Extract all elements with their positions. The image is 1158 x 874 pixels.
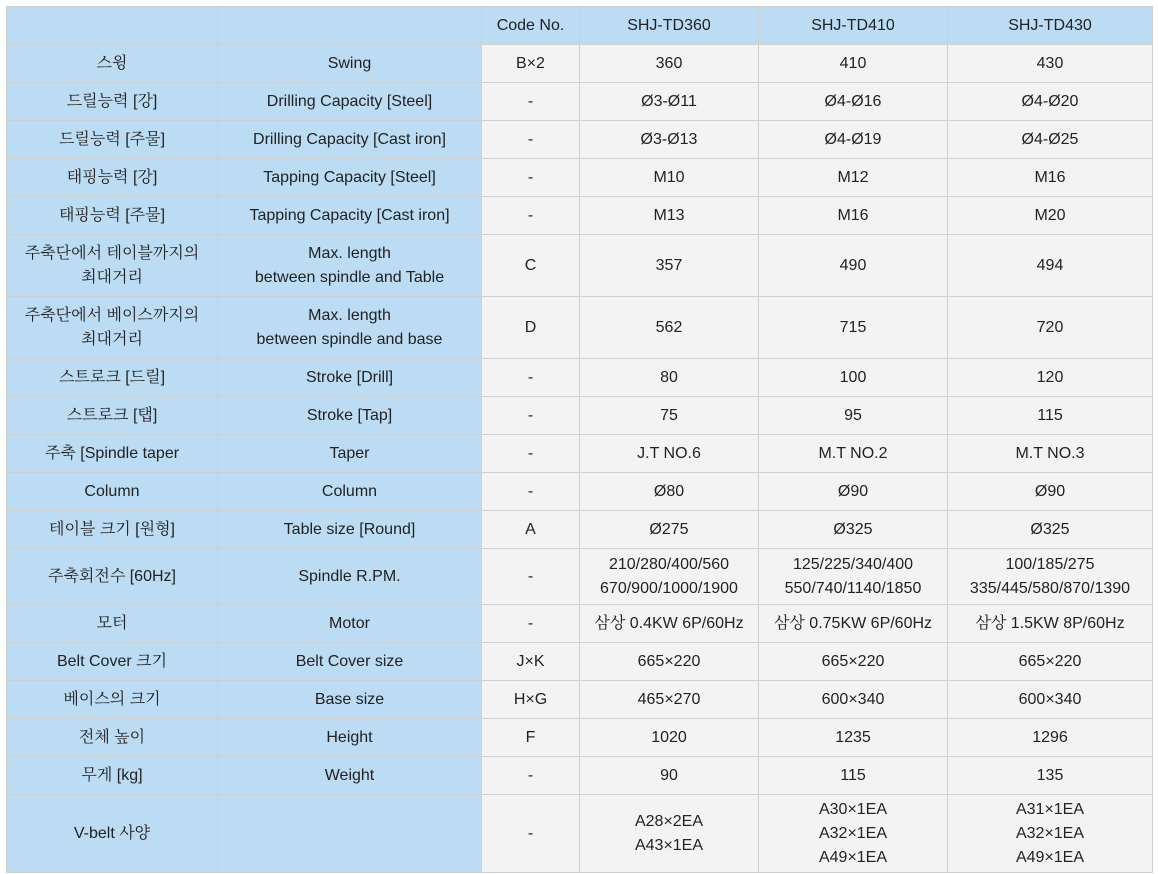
label-english <box>218 235 482 297</box>
value-model-3-line: A32×1EA <box>1015 824 1085 842</box>
code-no-cell: - <box>482 197 580 235</box>
value-model-1-line: Ø275 <box>649 520 689 538</box>
value-model-3-line: 1296 <box>1032 728 1068 746</box>
value-model-2-line: 1235 <box>835 728 871 746</box>
value-model-2 <box>759 643 948 681</box>
label-english <box>218 121 482 159</box>
value-model-1-line: 75 <box>660 406 678 424</box>
value-model-3 <box>948 45 1153 83</box>
label-korean <box>7 473 218 511</box>
header-blank-en <box>218 7 482 45</box>
label-korean <box>7 719 218 757</box>
value-model-3 <box>948 297 1153 359</box>
value-model-3 <box>948 235 1153 297</box>
code-no-cell: - <box>482 121 580 159</box>
label-korean-line: 주축회전수 [60Hz] <box>48 567 176 585</box>
label-korean <box>7 297 218 359</box>
label-korean-line: 스트로크 [탭] <box>66 406 158 424</box>
value-model-1-line: 665×220 <box>637 652 701 670</box>
label-english <box>218 719 482 757</box>
value-model-2 <box>759 795 948 873</box>
value-model-2 <box>759 681 948 719</box>
value-model-1-line: Ø3-Ø13 <box>640 130 698 148</box>
label-english-line: Height <box>326 728 373 746</box>
value-model-2 <box>759 757 948 795</box>
label-english-line: Stroke [Tap] <box>306 406 393 424</box>
table-row <box>7 511 1153 549</box>
value-model-2-line: 100 <box>839 368 867 386</box>
value-model-3-line: M16 <box>1034 168 1066 186</box>
label-korean-line: 베이스의 크기 <box>63 690 161 708</box>
value-model-2-line: A30×1EA <box>818 800 888 818</box>
value-model-3-line: M.T NO.3 <box>1015 444 1085 462</box>
label-english <box>218 681 482 719</box>
value-model-1 <box>580 605 759 643</box>
label-korean-line: 모터 <box>96 614 128 632</box>
value-model-3-line: 430 <box>1036 54 1064 72</box>
label-english-line: Drilling Capacity [Steel] <box>266 92 433 110</box>
code-no-cell: - <box>482 795 580 873</box>
label-korean <box>7 45 218 83</box>
code-no-cell: - <box>482 359 580 397</box>
value-model-3-line: 삼상 1.5KW 8P/60Hz <box>975 614 1125 632</box>
label-korean <box>7 197 218 235</box>
table-row <box>7 795 1153 873</box>
label-korean-line: 주축단에서 베이스까지의 <box>24 306 200 324</box>
label-english <box>218 83 482 121</box>
value-model-3-line: 494 <box>1036 256 1064 274</box>
value-model-2-line: 550/740/1140/1850 <box>784 579 922 597</box>
value-model-1 <box>580 757 759 795</box>
label-english <box>218 605 482 643</box>
spec-table <box>6 6 1153 873</box>
value-model-1 <box>580 45 759 83</box>
table-row <box>7 605 1153 643</box>
value-model-2-line: A32×1EA <box>818 824 888 842</box>
label-english-line: Base size <box>314 690 385 708</box>
value-model-1 <box>580 397 759 435</box>
table-row <box>7 719 1153 757</box>
value-model-3 <box>948 795 1153 873</box>
label-english <box>218 511 482 549</box>
value-model-1-line: 1020 <box>651 728 687 746</box>
value-model-1 <box>580 435 759 473</box>
code-no-cell: B×2 <box>482 45 580 83</box>
value-model-2 <box>759 605 948 643</box>
value-model-3 <box>948 681 1153 719</box>
label-english-line: Belt Cover size <box>295 652 404 670</box>
label-english-line: Table size [Round] <box>283 520 416 538</box>
label-english <box>218 473 482 511</box>
value-model-3 <box>948 511 1153 549</box>
value-model-3-line: Ø4-Ø20 <box>1021 92 1079 110</box>
value-model-1-line: M10 <box>653 168 685 186</box>
value-model-3 <box>948 549 1153 605</box>
header-blank-kr <box>7 7 218 45</box>
value-model-2 <box>759 359 948 397</box>
table-row <box>7 757 1153 795</box>
value-model-2 <box>759 83 948 121</box>
label-korean <box>7 159 218 197</box>
label-korean <box>7 511 218 549</box>
value-model-1 <box>580 795 759 873</box>
code-no-cell: C <box>482 235 580 297</box>
header-row <box>7 7 1153 45</box>
label-korean <box>7 359 218 397</box>
value-model-2-line: 125/225/340/400 <box>792 555 914 573</box>
value-model-1 <box>580 473 759 511</box>
value-model-3 <box>948 121 1153 159</box>
label-korean-line: V-belt 사양 <box>73 824 151 842</box>
value-model-1 <box>580 159 759 197</box>
value-model-3-line: Ø4-Ø25 <box>1021 130 1079 148</box>
label-english-line: Stroke [Drill] <box>305 368 394 386</box>
value-model-3 <box>948 643 1153 681</box>
code-no-cell: H×G <box>482 681 580 719</box>
value-model-3-line: Ø325 <box>1030 520 1070 538</box>
value-model-3-line: Ø90 <box>1034 482 1066 500</box>
code-no-cell: A <box>482 511 580 549</box>
label-korean <box>7 83 218 121</box>
label-korean <box>7 235 218 297</box>
value-model-3 <box>948 83 1153 121</box>
value-model-1 <box>580 549 759 605</box>
value-model-2-line: 490 <box>839 256 867 274</box>
label-korean <box>7 757 218 795</box>
code-no-cell: - <box>482 397 580 435</box>
value-model-1 <box>580 681 759 719</box>
value-model-2-line: 410 <box>839 54 867 72</box>
code-no-cell: - <box>482 473 580 511</box>
value-model-3-line: A49×1EA <box>1015 848 1085 866</box>
table-row <box>7 297 1153 359</box>
label-english <box>218 795 482 873</box>
value-model-3-line: 600×340 <box>1018 690 1082 708</box>
table-row <box>7 643 1153 681</box>
label-english <box>218 549 482 605</box>
label-korean <box>7 549 218 605</box>
value-model-3-line: 135 <box>1036 766 1064 784</box>
value-model-2-line: M.T NO.2 <box>818 444 888 462</box>
table-row <box>7 235 1153 297</box>
value-model-1 <box>580 643 759 681</box>
value-model-2-line: 715 <box>839 318 867 336</box>
label-english-line: Tapping Capacity [Cast iron] <box>249 206 450 224</box>
value-model-2 <box>759 473 948 511</box>
label-english-line: Tapping Capacity [Steel] <box>263 168 436 186</box>
value-model-2-line: M16 <box>837 206 869 224</box>
value-model-3-line: M20 <box>1034 206 1066 224</box>
table-row <box>7 397 1153 435</box>
label-korean-line: 스트로크 [드릴] <box>58 368 166 386</box>
value-model-2 <box>759 159 948 197</box>
label-korean-line: 주축단에서 테이블까지의 <box>24 244 200 262</box>
value-model-1 <box>580 83 759 121</box>
value-model-2-line: 600×340 <box>821 690 885 708</box>
value-model-1-line: A28×2EA <box>634 812 704 830</box>
label-korean-line: 드릴능력 [주물] <box>58 130 166 148</box>
label-english-line: Taper <box>329 444 370 462</box>
label-english <box>218 159 482 197</box>
value-model-3-line: 720 <box>1036 318 1064 336</box>
label-korean <box>7 397 218 435</box>
value-model-1-line: 80 <box>660 368 678 386</box>
header-model-2: SHJ-TD410 <box>759 7 948 45</box>
code-no-cell: - <box>482 549 580 605</box>
value-model-1 <box>580 719 759 757</box>
table-row <box>7 83 1153 121</box>
code-no-cell: - <box>482 435 580 473</box>
label-english-line: Max. length <box>308 244 391 262</box>
value-model-3-line: 335/445/580/870/1390 <box>969 579 1131 597</box>
value-model-2-line: M12 <box>837 168 869 186</box>
label-korean-line: 최대거리 <box>81 268 143 286</box>
value-model-3-line: 120 <box>1036 368 1064 386</box>
value-model-1-line: 90 <box>660 766 678 784</box>
table-row <box>7 681 1153 719</box>
label-english-line: Column <box>321 482 378 500</box>
value-model-3 <box>948 159 1153 197</box>
label-english-line: between spindle and Table <box>254 268 445 286</box>
value-model-1-line: 삼상 0.4KW 6P/60Hz <box>594 614 744 632</box>
code-no-cell: - <box>482 159 580 197</box>
value-model-2 <box>759 297 948 359</box>
value-model-2 <box>759 549 948 605</box>
value-model-3 <box>948 359 1153 397</box>
label-korean-line: 최대거리 <box>81 330 143 348</box>
label-english-line: Swing <box>327 54 372 72</box>
value-model-2 <box>759 435 948 473</box>
table-row <box>7 45 1153 83</box>
header-model-1: SHJ-TD360 <box>580 7 759 45</box>
value-model-2-line: 95 <box>844 406 862 424</box>
code-no-cell: F <box>482 719 580 757</box>
table-row <box>7 159 1153 197</box>
value-model-1-line: Ø80 <box>653 482 685 500</box>
label-english <box>218 435 482 473</box>
value-model-1 <box>580 121 759 159</box>
value-model-2 <box>759 719 948 757</box>
label-english <box>218 757 482 795</box>
label-english <box>218 197 482 235</box>
value-model-1 <box>580 297 759 359</box>
code-no-cell: - <box>482 605 580 643</box>
label-english-line: Weight <box>324 766 375 784</box>
table-row <box>7 549 1153 605</box>
value-model-2-line: Ø4-Ø19 <box>824 130 882 148</box>
header-model-3: SHJ-TD430 <box>948 7 1153 45</box>
label-korean-line: 스윙 <box>96 54 128 72</box>
label-korean <box>7 643 218 681</box>
value-model-2-line: Ø4-Ø16 <box>824 92 882 110</box>
value-model-1 <box>580 197 759 235</box>
value-model-1-line: J.T NO.6 <box>637 444 701 462</box>
table-row <box>7 435 1153 473</box>
label-korean <box>7 795 218 873</box>
value-model-3 <box>948 197 1153 235</box>
header-code-no: Code No. <box>482 7 580 45</box>
table-row <box>7 197 1153 235</box>
label-korean <box>7 121 218 159</box>
label-korean <box>7 435 218 473</box>
value-model-1-line: 357 <box>655 256 683 274</box>
value-model-3-line: A31×1EA <box>1015 800 1085 818</box>
value-model-3 <box>948 435 1153 473</box>
label-korean-line: Column <box>84 482 140 500</box>
code-no-cell: D <box>482 297 580 359</box>
value-model-2 <box>759 397 948 435</box>
label-english-line: Spindle R.PM. <box>298 567 401 585</box>
value-model-2-line: A49×1EA <box>818 848 888 866</box>
value-model-2 <box>759 235 948 297</box>
value-model-2-line: 115 <box>840 766 866 784</box>
value-model-1-line: Ø3-Ø11 <box>641 92 697 110</box>
value-model-2 <box>759 197 948 235</box>
code-no-cell: - <box>482 83 580 121</box>
label-english-line: Max. length <box>308 306 391 324</box>
value-model-2-line: Ø325 <box>833 520 873 538</box>
value-model-3 <box>948 473 1153 511</box>
value-model-1-line: M13 <box>653 206 685 224</box>
value-model-2 <box>759 511 948 549</box>
value-model-3 <box>948 719 1153 757</box>
value-model-1-line: 210/280/400/560 <box>608 555 730 573</box>
value-model-3 <box>948 605 1153 643</box>
label-korean-line: 태핑능력 [주물] <box>58 206 166 224</box>
value-model-1-line: 562 <box>655 318 683 336</box>
label-korean-line: 무게 [kg] <box>81 766 143 784</box>
table-row <box>7 473 1153 511</box>
value-model-1 <box>580 235 759 297</box>
label-korean-line: 주축 [Spindle taper <box>44 444 180 462</box>
label-english <box>218 359 482 397</box>
value-model-3-line: 665×220 <box>1018 652 1082 670</box>
label-english-line: Drilling Capacity [Cast iron] <box>253 130 446 148</box>
table-body <box>7 7 1153 873</box>
label-korean-line: Belt Cover 크기 <box>56 652 168 670</box>
label-korean-line: 태핑능력 [강] <box>66 168 158 186</box>
table-row <box>7 121 1153 159</box>
value-model-1-line: 360 <box>655 54 683 72</box>
value-model-2 <box>759 121 948 159</box>
label-korean <box>7 605 218 643</box>
label-english <box>218 397 482 435</box>
label-korean-line: 전체 높이 <box>78 728 146 746</box>
value-model-2-line: 삼상 0.75KW 6P/60Hz <box>773 614 933 632</box>
value-model-1 <box>580 511 759 549</box>
label-english <box>218 643 482 681</box>
value-model-1-line: 670/900/1000/1900 <box>600 579 738 597</box>
value-model-2-line: 665×220 <box>821 652 885 670</box>
label-english <box>218 45 482 83</box>
value-model-1-line: 465×270 <box>637 690 701 708</box>
value-model-3 <box>948 757 1153 795</box>
value-model-1-line: A43×1EA <box>634 836 704 854</box>
label-english <box>218 297 482 359</box>
table-row <box>7 359 1153 397</box>
label-korean-line: 테이블 크기 [원형] <box>49 520 175 538</box>
label-korean <box>7 681 218 719</box>
value-model-2 <box>759 45 948 83</box>
value-model-3-line: 100/185/275 <box>1005 555 1095 573</box>
value-model-3-line: 115 <box>1037 406 1063 424</box>
value-model-2-line: Ø90 <box>837 482 869 500</box>
value-model-1 <box>580 359 759 397</box>
label-korean-line: 드릴능력 [강] <box>66 92 158 110</box>
code-no-cell: J×K <box>482 643 580 681</box>
code-no-cell: - <box>482 757 580 795</box>
value-model-3 <box>948 397 1153 435</box>
label-english-line: between spindle and base <box>256 330 443 348</box>
label-english-line: Motor <box>329 614 370 632</box>
